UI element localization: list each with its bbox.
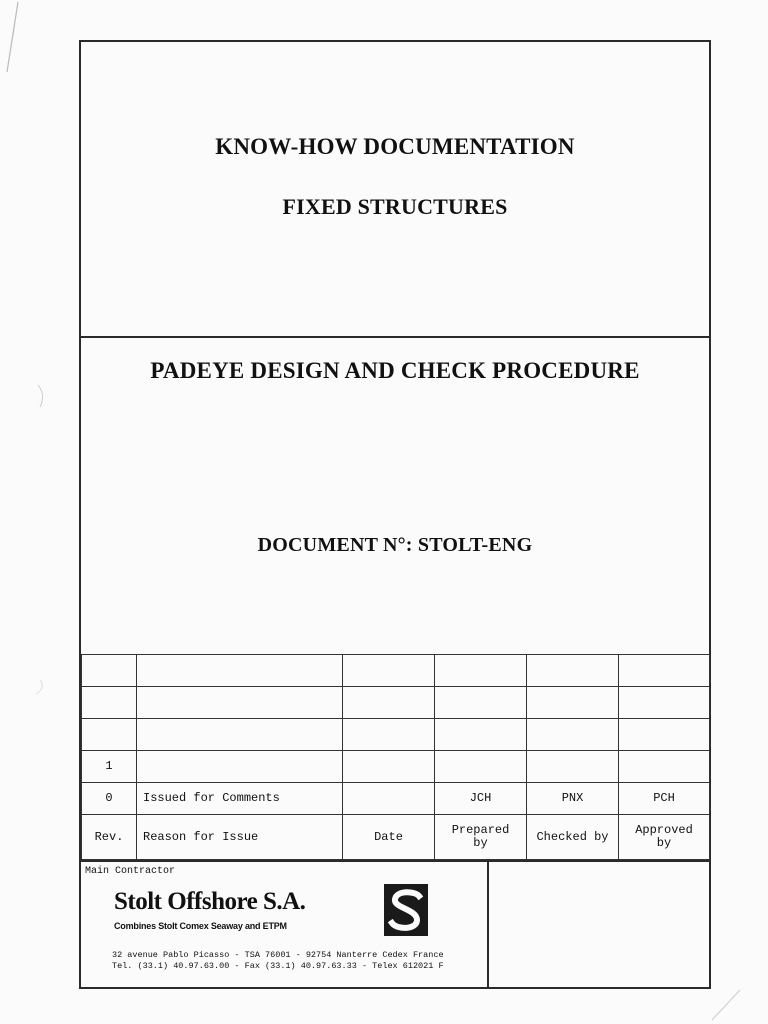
header-title: KNOW-HOW DOCUMENTATION	[215, 134, 575, 159]
table-row	[82, 751, 710, 783]
table-cell	[619, 687, 710, 719]
client-block	[489, 862, 709, 989]
document-title: PADEYE DESIGN AND CHECK PROCEDURE	[150, 358, 640, 383]
column-header-approved: Approved by	[619, 815, 710, 860]
table-cell	[527, 687, 619, 719]
table-cell	[527, 719, 619, 751]
column-header-checked: Checked by	[527, 815, 619, 860]
table-cell	[137, 655, 343, 687]
table-cell	[435, 719, 527, 751]
stolt-s-logo-icon	[377, 884, 435, 936]
table-cell	[137, 687, 343, 719]
table-cell	[82, 687, 137, 719]
table-row	[82, 783, 710, 815]
table-cell	[343, 655, 435, 687]
table-cell	[435, 687, 527, 719]
table-cell	[82, 719, 137, 751]
date-cell	[343, 783, 435, 815]
table-row	[82, 719, 710, 751]
table-cell	[343, 687, 435, 719]
table-cell	[527, 655, 619, 687]
rev-number-cell: 0	[82, 783, 137, 815]
table-cell	[619, 655, 710, 687]
table-header-row	[82, 815, 710, 860]
company-name: Stolt Offshore S.A.	[114, 888, 306, 915]
table-cell	[343, 719, 435, 751]
section-divider	[81, 336, 709, 338]
reason-cell: Issued for Comments	[137, 783, 343, 815]
table-cell	[619, 719, 710, 751]
footer	[81, 862, 709, 989]
table-cell	[343, 751, 435, 783]
contact-line: Tel. (33.1) 40.97.63.00 - Fax (33.1) 40.97.63.33 - Telex 612021 F	[112, 961, 444, 971]
company-address	[112, 950, 444, 972]
table-row	[82, 655, 710, 687]
header-subtitle: FIXED STRUCTURES	[282, 194, 508, 219]
revision-table	[81, 654, 710, 860]
address-line: 32 avenue Pablo Picasso - TSA 76001 - 92754 Nanterre Cedex France	[112, 950, 444, 960]
table-cell	[619, 751, 710, 783]
document-cover-frame	[79, 40, 711, 989]
document-number: DOCUMENT N°: STOLT-ENG	[257, 534, 533, 556]
table-cell	[137, 751, 343, 783]
prepared-by-cell: JCH	[435, 783, 527, 815]
rev-number-cell: 1	[82, 751, 137, 783]
table-cell	[82, 655, 137, 687]
checked-by-cell: PNX	[527, 783, 619, 815]
column-header-rev: Rev.	[82, 815, 137, 860]
approved-by-cell: PCH	[619, 783, 710, 815]
main-contractor-label: Main Contractor	[85, 866, 176, 877]
column-header-date: Date	[343, 815, 435, 860]
company-tagline: Combines Stolt Comex Seaway and ETPM	[114, 921, 287, 931]
table-cell	[435, 751, 527, 783]
table-cell	[137, 719, 343, 751]
main-contractor-block	[81, 862, 489, 989]
column-header-prepared: Prepared by	[435, 815, 527, 860]
table-row	[82, 687, 710, 719]
table-cell	[435, 655, 527, 687]
table-cell	[527, 751, 619, 783]
column-header-reason: Reason for Issue	[137, 815, 343, 860]
